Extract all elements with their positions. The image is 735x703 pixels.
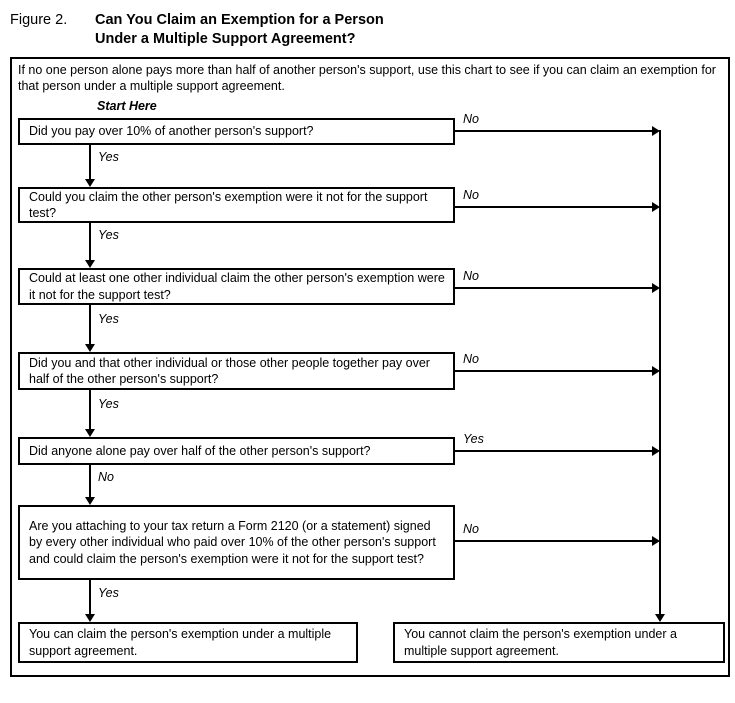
down-arrow-line-1 [89, 145, 91, 179]
down-arrowhead-icon-3 [85, 344, 95, 352]
question-box-6 [18, 505, 455, 580]
question-text-5: Did anyone alone pay over half of the other person's support? [29, 443, 371, 458]
down-label-5: No [98, 470, 114, 484]
down-arrow-line-3 [89, 305, 91, 344]
question-text-1: Did you pay over 10% of another person's support? [29, 124, 314, 139]
side-label-4: No [463, 352, 479, 366]
down-arrowhead-icon-2 [85, 260, 95, 268]
side-label-2: No [463, 188, 479, 202]
side-label-5: Yes [463, 432, 484, 446]
result-text-cannot-claim: You cannot claim the person's exemption under a multiple support agreement. [404, 627, 677, 658]
down-label-6: Yes [98, 586, 119, 600]
side-arrow-line-3 [455, 287, 652, 289]
down-arrowhead-icon-5 [85, 497, 95, 505]
down-arrowhead-icon-1 [85, 179, 95, 187]
question-box-3 [18, 268, 455, 305]
question-box-5 [18, 437, 455, 465]
question-text-2: Could you claim the other person's exemption were it not for the support test? [29, 189, 428, 220]
result-box-cannot-claim [393, 622, 725, 663]
result-text-can-claim: You can claim the person's exemption under a multiple support agreement. [29, 627, 332, 658]
down-arrow-line-5 [89, 465, 91, 497]
question-text-3: Could at least one other individual claim the other person's exemption were it not for the support test? [29, 271, 445, 302]
down-arrowhead-icon-4 [85, 429, 95, 437]
collector-arrowhead-icon [655, 614, 665, 622]
side-label-6: No [463, 522, 479, 536]
intro-text: If no one person alone pays more than half of another person's support, use this chart to see if you can claim an exemption for that person under a multiple support agreement. [18, 63, 716, 93]
down-label-4: Yes [98, 397, 119, 411]
side-arrow-line-6 [455, 540, 652, 542]
down-arrow-line-2 [89, 223, 91, 260]
collector-line [659, 130, 661, 614]
down-arrow-line-6 [89, 580, 91, 614]
down-label-3: Yes [98, 312, 119, 326]
result-box-can-claim [18, 622, 358, 663]
side-arrow-line-5 [455, 450, 652, 452]
start-here-label: Start Here [97, 99, 157, 113]
down-arrowhead-icon-6 [85, 614, 95, 622]
down-arrow-line-4 [89, 390, 91, 429]
side-arrow-line-2 [455, 206, 652, 208]
side-arrow-line-4 [455, 370, 652, 372]
figure-title-line1: Can You Claim an Exemption for a Person [95, 12, 384, 28]
question-text-6: Are you attaching to your tax return a Form 2120 (or a statement) signed by every other individual who paid over 10% of the other person's support and could claim the person's exemption were it not for the support test? [29, 518, 436, 566]
figure-title-line2: Under a Multiple Support Agreement? [95, 31, 356, 47]
side-label-3: No [463, 269, 479, 283]
question-text-4: Did you and that other individual or those other people together pay over half of the other person's support? [29, 355, 430, 386]
down-label-2: Yes [98, 228, 119, 242]
figure-title [95, 11, 384, 49]
side-arrow-line-1 [455, 130, 652, 132]
question-box-4 [18, 352, 455, 390]
question-box-2 [18, 187, 455, 223]
question-box-1 [18, 118, 455, 145]
side-label-1: No [463, 112, 479, 126]
down-label-1: Yes [98, 150, 119, 164]
figure-label: Figure 2. [10, 12, 68, 28]
